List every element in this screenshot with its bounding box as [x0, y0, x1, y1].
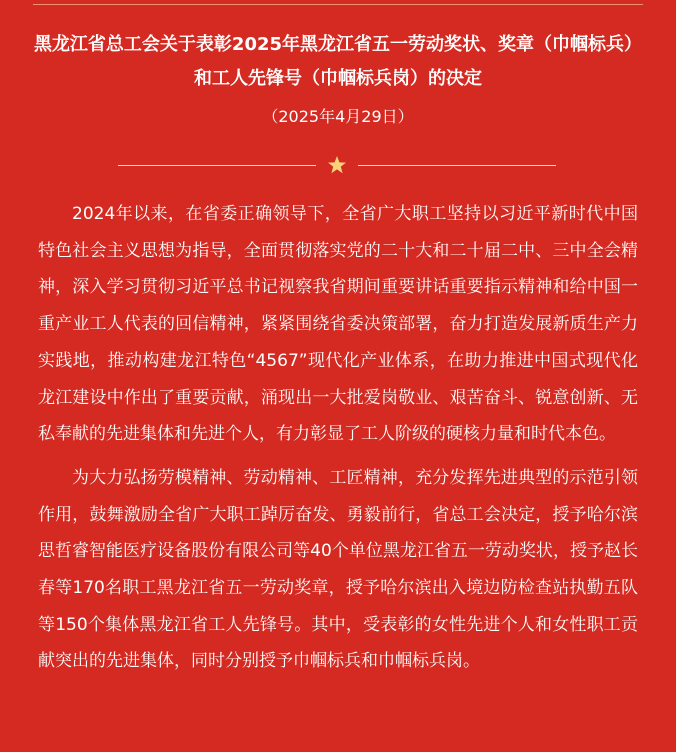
document-title: 黑龙江省总工会关于表彰2025年黑龙江省五一劳动奖状、奖章（巾帼标兵）和工人先锋号（巾帼标兵岗）的决定 — [33, 34, 643, 89]
body-paragraph: 为大力弘扬劳模精神、劳动精神、工匠精神，充分发挥先进典型的示范引领作用，鼓舞激励全省广大职工踔厉奋发、勇毅前行，省总工会决定，授予哈尔滨思哲睿智能医疗设备股份有限公司等40个单位黑龙江省五一劳动奖状，授予赵长春等170名职工黑龙江省五一劳动奖章，授予哈尔滨出入境边防检查站执勤五队等150个集体黑龙江省工人先锋号。其中，受表彰的女性先进个人和女性职工贡献突出的先进集体，同时分别授予巾帼标兵和巾帼标兵岗。 — [38, 467, 638, 672]
star-icon — [327, 155, 347, 175]
divider-line-left — [118, 165, 316, 166]
title-divider — [118, 155, 556, 177]
top-border-line — [33, 4, 643, 5]
body-paragraph: 2024年以来，在省委正确领导下，全省广大职工坚持以习近平新时代中国特色社会主义思想为指导，全面贯彻落实党的二十大和二十届二中、三中全会精神，深入学习贯彻习近平总书记视察我省期间重要讲话重要指示精神和给中国一重产业工人代表的回信精神，紧紧围绕省委决策部署，奋力打造发展新质生产力实践地，推动构建龙江特色“4567”现代化产业体系，在助力推进中国式现代化龙江建设中作出了重要贡献，涌现出一大批爱岗敬业、艰苦奋斗、锐意创新、无私奉献的先进集体和先进个人，有力彰显了工人阶级的硬核力量和时代本色。 — [38, 204, 638, 445]
document-date: （2025年4月29日） — [262, 107, 414, 126]
divider-line-right — [358, 165, 556, 166]
document-body — [38, 196, 638, 680]
